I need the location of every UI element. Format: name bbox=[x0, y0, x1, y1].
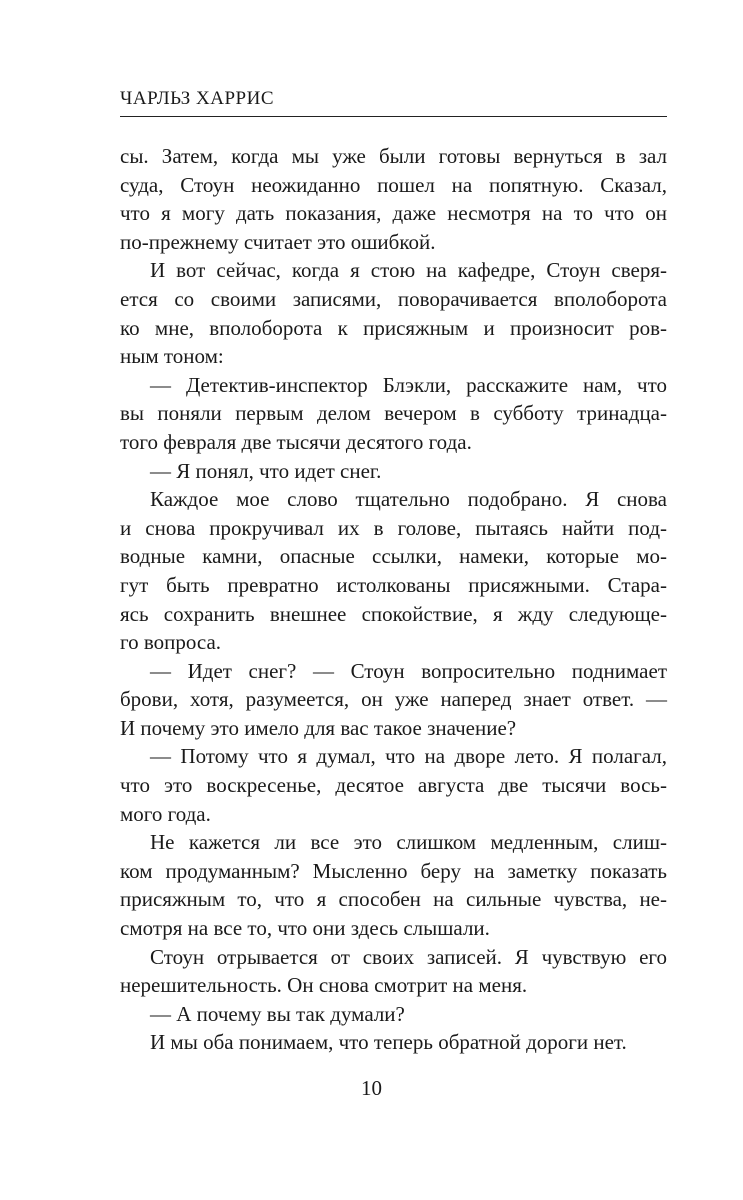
text-line: что это воскресенье, десятое августа две тысячи вось- bbox=[120, 773, 667, 798]
text-line: вы поняли первым делом вечером в субботу тринадца- bbox=[120, 401, 667, 426]
text-line: И вот сейчас, когда я стою на кафедре, Стоун сверя- bbox=[150, 258, 667, 283]
text-line: и снова прокручивал их в голове, пытаясь найти под- bbox=[120, 515, 667, 540]
body-text bbox=[120, 142, 667, 1057]
page-number: 10 bbox=[361, 1076, 382, 1100]
text-line: присяжным то, что я способен на сильные чувства, не- bbox=[120, 887, 667, 912]
text-line: сы. Затем, когда мы уже были готовы вернуться в зал bbox=[120, 144, 667, 168]
text-line: Стоун отрывается от своих записей. Я чувствую его bbox=[150, 944, 667, 969]
text-line: смотря на все то, что они здесь слышали. bbox=[120, 916, 490, 941]
text-line: Каждое мое слово тщательно подобрано. Я снова bbox=[150, 487, 667, 512]
text-line: ясь сохранить внешнее спокойствие, я жду следующе- bbox=[120, 601, 667, 626]
text-line: что я могу дать показания, даже несмотря на то что он bbox=[120, 201, 667, 226]
text-line: ком продуманным? Мысленно беру на заметку показать bbox=[120, 858, 667, 883]
running-header: ЧАРЛЬЗ ХАРРИС bbox=[120, 88, 667, 117]
text-line: го вопроса. bbox=[120, 630, 222, 655]
text-line: брови, хотя, разумеется, он уже наперед знает ответ. — bbox=[120, 687, 667, 712]
text-line: суда, Стоун неожиданно пошел на попятную. Сказал, bbox=[120, 172, 667, 197]
text-line: — Детектив-инспектор Блэкли, расскажите нам, что bbox=[150, 372, 667, 397]
text-line: мого года. bbox=[120, 801, 211, 826]
text-line: нерешительность. Он снова смотрит на меня. bbox=[120, 973, 528, 998]
text-line: Не кажется ли все это слишком медленным, слиш- bbox=[150, 830, 667, 855]
text-line: водные камни, опасные ссылки, намеки, которые мо- bbox=[120, 544, 667, 569]
text-line: — Я понял, что идет снег. bbox=[150, 458, 382, 483]
text-line: — Идет снег? — Стоун вопросительно поднимает bbox=[150, 658, 667, 683]
text-line: ется со своими записями, поворачивается вполоборота bbox=[120, 286, 667, 311]
text-line: ным тоном: bbox=[120, 344, 224, 369]
text-line: по-прежнему считает это ошибкой. bbox=[120, 229, 436, 254]
text-line: гут быть превратно истолкованы присяжными. Стара- bbox=[120, 572, 667, 597]
text-line: — А почему вы так думали? bbox=[150, 1001, 405, 1026]
text-line: — Потому что я думал, что на дворе лето. Я полагал, bbox=[150, 744, 667, 769]
text-line: ко мне, вполоборота к присяжным и произносит ров- bbox=[120, 315, 667, 340]
text-line: того февраля две тысячи десятого года. bbox=[120, 429, 472, 454]
text-line: И мы оба понимаем, что теперь обратной дороги нет. bbox=[150, 1030, 627, 1055]
text-line: И почему это имело для вас такое значение? bbox=[120, 715, 517, 740]
